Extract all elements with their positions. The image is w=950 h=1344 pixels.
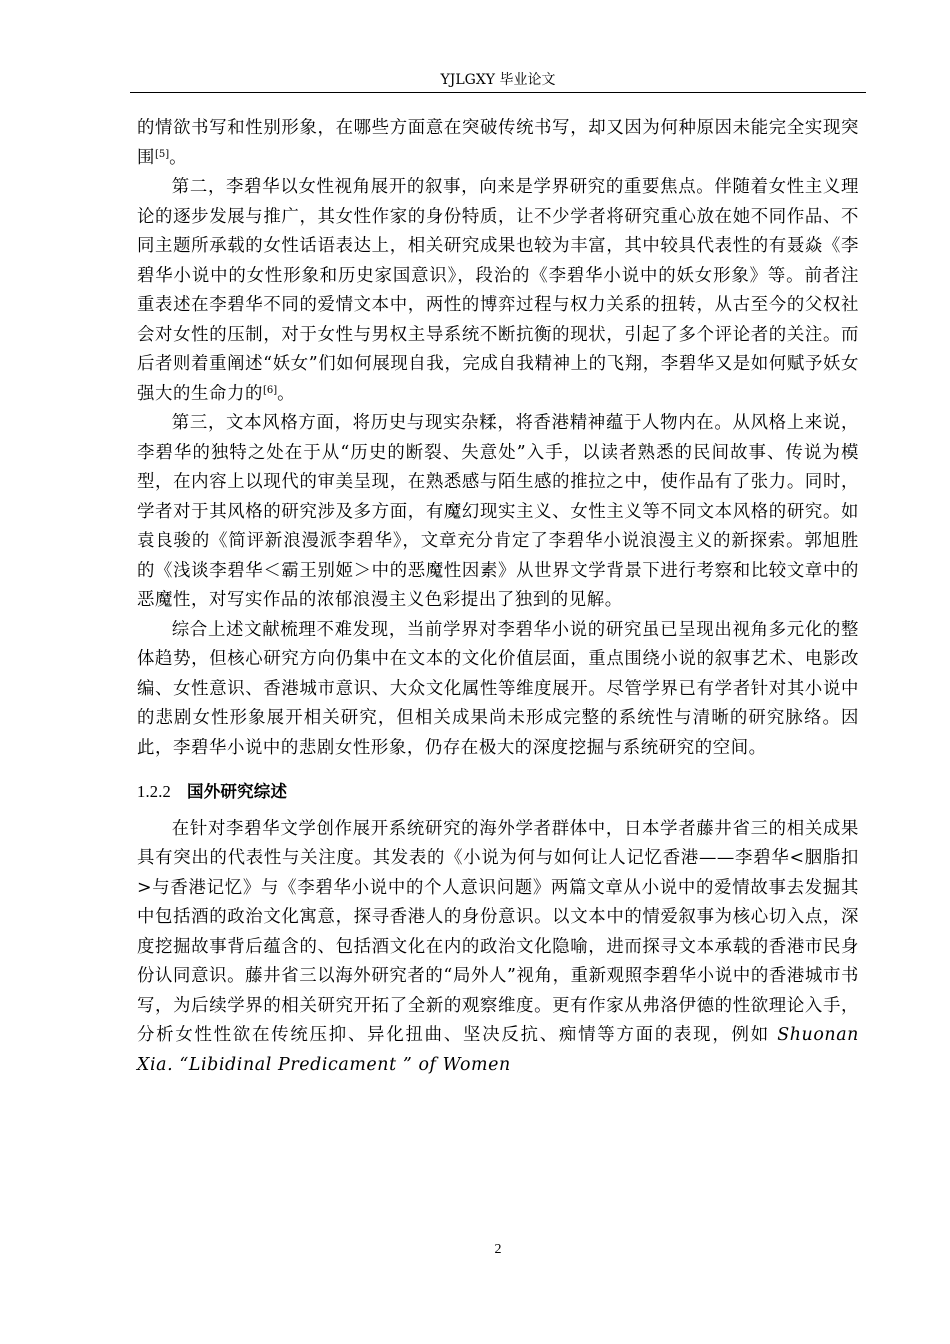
paragraph-text-style: 第三，文本风格方面，将历史与现实杂糅，将香港精神蕴于人物内在。从风格上来说，李碧华的独特之处在于从“历史的断裂、失意处”入手，以读者熟悉的民间故事、传说为模型，在内容上以现代的审美呈现，在熟悉感与陌生感的推拉之中，使作品有了张力。同时，学者对于其风格的研究涉及多方面，有魔幻现实主义、女性主义等不同文本风格的研究。如袁良骏的《简评新浪漫派李碧华》，文章充分肯定了李碧华小说浪漫主义的新探索。郭旭胜的《浅谈李碧华＜霸王别姬＞中的恶魔性因素》从世界文学背景下进行考察和比较文章中的恶魔性，对写实作品的浓郁浪漫主义色彩提出了独到的见解。 (137, 413, 859, 610)
body-text (137, 114, 859, 1080)
punctuation: 。 (277, 383, 296, 404)
paragraph-female-perspective (137, 173, 859, 409)
section-title: 国外研究综述 (187, 782, 288, 801)
running-header: YJLGXY 毕业论文 (440, 72, 556, 88)
header-rule (130, 92, 866, 93)
section-heading (137, 777, 859, 807)
punctuation: 。 (169, 147, 188, 168)
paragraph-continuation (137, 114, 859, 173)
paragraph-summary: 综合上述文献梳理不难发现，当前学界对李碧华小说的研究虽已呈现出视角多元化的整体趋势，但核心研究方向仍集中在文本的文化价值层面，重点围绕小说的叙事艺术、电影改编、女性意识、香港城市意识、大众文化属性等维度展开。尽管学界已有学者针对其小说中的悲剧女性形象展开相关研究，但相关成果尚未形成完整的系统性与清晰的研究脉络。因此，李碧华小说中的悲剧女性形象，仍存在极大的深度挖掘与系统研究的空间。 (137, 619, 859, 758)
paragraph-text: 第二，李碧华以女性视角展开的叙事，向来是学界研究的重要焦点。伴随着女性主义理论的逐步发展与推广，其女性作家的身份特质，让不少学者将研究重心放在她不同作品、不同主题所承载的女性话语表达上，相关研究成果也较为丰富，其中较具代表性的有聂焱《李碧华小说中的女性形象和历史家国意识》，段治的《李碧华小说中的妖女形象》等。前者注重表述在李碧华不同的爱情文本中，两性的博弈过程与权力关系的扭转，从古至今的父权社会对女性的压制，对于女性与男权主导系统不断抗衡的现状，引起了多个评论者的关注。而后者则着重阐述“妖女”们如何展现自我，完成自我精神上的飞翔，李碧华又是如何赋予妖女强大的生命力的 (137, 177, 859, 404)
paragraph-text: 的情欲书写和性别形象，在哪些方面意在突破传统书写，却又因为何种原因未能完全实现突围 (137, 118, 859, 168)
section-number: 1.2.2 (137, 782, 171, 801)
paragraph-overseas-research (137, 815, 859, 1081)
italic-citation: Shuonan Xia. “Libidinal Predicament ” of Women (137, 1025, 859, 1075)
paragraph-text: 在针对李碧华文学创作展开系统研究的海外学者群体中，日本学者藤井省三的相关成果具有突出的代表性与关注度。其发表的《小说为何与如何让人记忆香港——李碧华<胭脂扣>与香港记忆》与《李碧华小说中的个人意识问题》两篇文章从小说中的爱情故事去发掘其中包括酒的政治文化寓意，探寻香港人的身份意识。以文本中的情爱叙事为核心切入点，深度挖掘故事背后蕴含的、包括酒文化在内的政治文化隐喻，进而探寻文本承载的香港市民身份认同意识。藤井省三以海外研究者的“局外人”视角，重新观照李碧华小说中的香港城市书写，为后续学界的相关研究开拓了全新的观察维度。更有作家从弗洛伊德的性欲理论入手，分析女性性欲在传统压抑、异化扭曲、坚决反抗、痴情等方面的表现，例如 (137, 818, 859, 1045)
page-number: 2 (494, 1242, 502, 1257)
citation-ref: [6] (262, 384, 278, 396)
citation-ref: [5] (155, 148, 170, 160)
